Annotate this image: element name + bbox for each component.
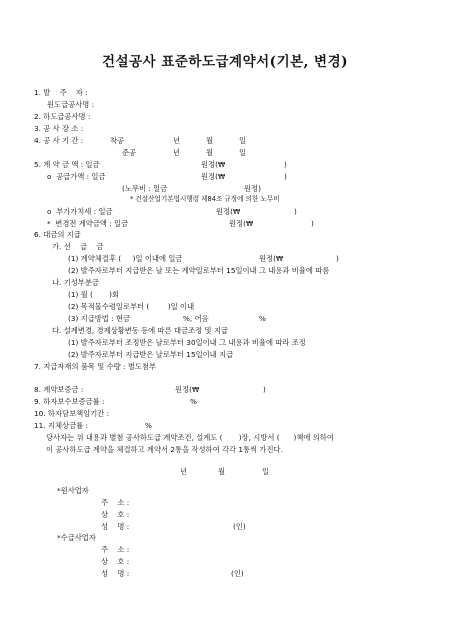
start-year: 년 [173, 136, 181, 145]
progress-payment-3: (3) 지급방법 : 현금 [68, 314, 131, 323]
labor-cost-won: 원정) [244, 184, 261, 193]
document-title: 건설공사 표준하도급계약서(기본, 변경) [101, 54, 349, 70]
vat-close: ) [294, 207, 297, 216]
prior-contract-close: ) [311, 219, 314, 228]
advance-payment-1: (1) 계약체결후 ( )일 이내에 일금 [68, 254, 183, 263]
vat-won: 원정(₩ [216, 207, 241, 216]
subcontractor-name: 성 명 : [101, 569, 130, 578]
vat: o 부가가치세 : 일금 [47, 207, 113, 216]
period-end-label: 준공 [122, 148, 137, 157]
supply-value-close: ) [284, 172, 287, 181]
contractor-company: 상 호 : [101, 510, 130, 519]
item-10-warranty-period: 10. 하자담보책임기간 : [34, 409, 110, 418]
labor-cost: (노무비 : 일금 [122, 184, 168, 193]
warranty-bond-percent: % [190, 397, 197, 406]
contractor-name: 성 명 : [101, 522, 130, 531]
labor-cost-note: * 건설산업기본법시행령 제84조 규정에 의한 노무비 [130, 195, 280, 203]
start-month: 월 [206, 136, 214, 145]
advance-payment-1-won: 원정(₩ [259, 254, 284, 263]
agreement-text-line-2: 이 공사하도급 계약을 체결하고 계약서 2통을 작성하여 각각 1통씩 가진다. [46, 445, 283, 454]
item-5-contract-amount: 5. 계 약 금 액 : 일금 [34, 160, 100, 169]
prior-contract-amount: * 변경전 계약금액 : 일금 [47, 219, 129, 228]
advance-payment: 가. 선 급 금 [52, 242, 104, 251]
contractor-address: 주 소 : [101, 498, 130, 507]
progress-payment-3-percent: % [259, 314, 266, 323]
progress-payment-2: (2) 목적물수령일로부터 ( )일 이내 [68, 302, 195, 311]
progress-payment-3-note: %, 어음 [183, 314, 209, 323]
end-day: 일 [239, 148, 247, 157]
contractor-heading: *원사업자 [57, 486, 89, 495]
price-adjustment-2: (2) 발주자로부터 지급받은 날로부터 15일이내 지급 [68, 350, 234, 359]
advance-payment-2: (2) 발주자로부터 지급받은 날 또는 계약일로부터 15일이내 그 내용과 비율에 따름 [68, 266, 330, 275]
contract-day: 일 [262, 467, 270, 476]
subcontractor-company: 상 호 : [101, 557, 130, 566]
supply-value: o 공급가액 : 일금 [47, 172, 106, 181]
price-adjustment-1: (1) 발주자로부터 조정받은 날로부터 30일이내 그 내용과 비율에 따라 조정 [68, 338, 306, 347]
performance-bond-close: ) [263, 385, 266, 394]
item-7-materials: 7. 지급자재의 품목 및 수량 : 별도첨부 [34, 362, 157, 371]
item-1-client: 1. 발 주 자 : [34, 88, 88, 97]
contract-amount-close: ) [284, 160, 287, 169]
item-4-period: 4. 공 사 기 간 : [34, 136, 84, 145]
subcontractor-address: 주 소 : [101, 545, 130, 554]
contractor-seal: (인) [233, 522, 246, 531]
end-year: 년 [173, 148, 181, 157]
item-6-payment: 6. 대금의 지급 [34, 230, 81, 239]
supply-value-won: 원정(₩ [201, 172, 226, 181]
price-adjustment: 다. 설계변경, 경제상황변동 등에 따른 대금조정 및 지급 [52, 326, 228, 335]
progress-payment: 나. 기성부분금 [52, 278, 99, 287]
contract-month: 월 [218, 467, 226, 476]
period-start-label: 착공 [110, 136, 125, 145]
contract-year: 년 [180, 467, 188, 476]
item-2-subcontract-project: 2. 하도급공사명 : [34, 112, 91, 121]
prior-contract-won: 원정(₩ [229, 219, 254, 228]
agreement-text-line-1: 당사자는 위 내용과 별첨 공사하도급 계약조건, 설계도 ( )장, 시방서 ( )책에 의하여 [46, 433, 334, 442]
item-8-performance-bond: 8. 계약보증금 : [34, 385, 84, 394]
subcontractor-seal: (인) [231, 569, 244, 578]
item-9-warranty-bond-rate: 9. 하자보수보증금률 : [34, 397, 105, 406]
performance-bond-won: 원정(₩ [175, 385, 200, 394]
item-3-site: 3. 공 사 장 소 : [34, 124, 84, 133]
delay-penalty-percent: % [145, 421, 152, 430]
advance-payment-1-close: ) [336, 254, 339, 263]
end-month: 월 [206, 148, 214, 157]
contract-amount-won: 원정(₩ [201, 160, 226, 169]
item-11-delay-penalty: 11. 지체상금률 : [34, 421, 88, 430]
item-1-prime-project: 원도급공사명 : [47, 100, 95, 109]
progress-payment-1: (1) 월 ( )회 [68, 290, 120, 299]
subcontractor-heading: *수급사업자 [57, 533, 96, 542]
start-day: 일 [239, 136, 247, 145]
